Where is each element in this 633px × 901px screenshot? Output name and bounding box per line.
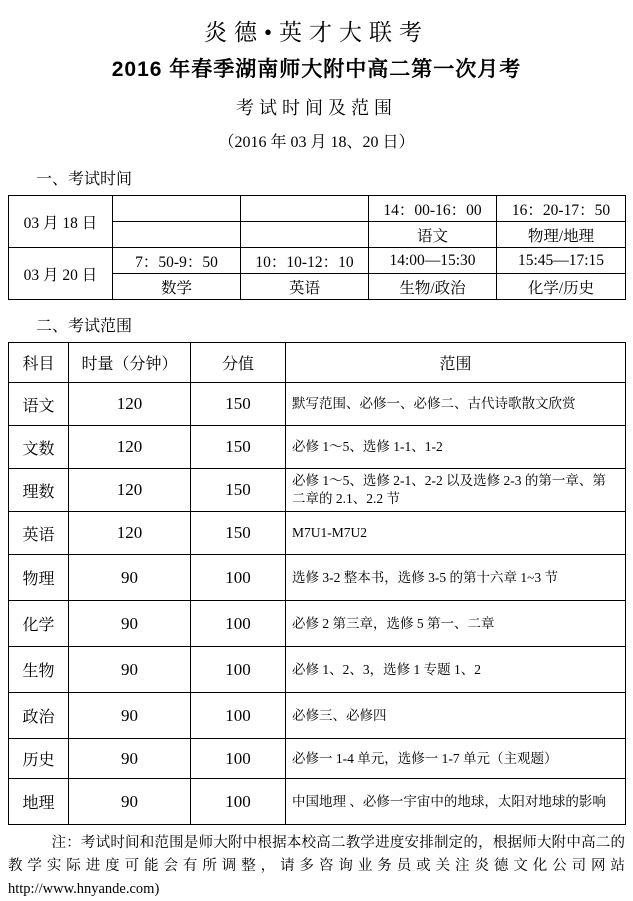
column-header-duration: 时量（分钟） [69, 343, 191, 383]
duration-cell: 120 [69, 469, 191, 512]
score-cell: 100 [191, 779, 286, 825]
table-row [9, 383, 626, 426]
table-row [9, 647, 626, 693]
duration-cell: 90 [69, 601, 191, 647]
score-cell: 100 [191, 647, 286, 693]
time-cell [241, 196, 369, 222]
subject-cell: 语文 [9, 383, 69, 426]
duration-cell: 90 [69, 693, 191, 739]
duration-cell: 90 [69, 647, 191, 693]
duration-cell: 120 [69, 383, 191, 426]
table-row [9, 601, 626, 647]
table-row [9, 248, 626, 274]
duration-cell: 90 [69, 555, 191, 601]
range-cell: 必修 1～5、选修 2-1、2-2 以及选修 2-3 的第一章、第二章的 2.1、2.2 节 [286, 469, 626, 512]
range-cell: 必修 1、2、3，选修 1 专题 1、2 [286, 647, 626, 693]
subject-cell: 地理 [9, 779, 69, 825]
subject-cell: 物理 [9, 555, 69, 601]
document-title: 炎德•英才大联考 [203, 20, 430, 45]
subject-cell: 数学 [113, 274, 241, 300]
time-cell: 10：10-12：10 [241, 248, 369, 274]
section1-heading: 一、考试时间 [36, 171, 133, 188]
range-cell: M7U1-M7U2 [286, 512, 626, 555]
score-cell: 150 [191, 383, 286, 426]
subject-cell: 化学 [9, 601, 69, 647]
table-row [9, 426, 626, 469]
range-cell: 中国地理 、必修一宇宙中的地球，太阳对地球的影响 [286, 779, 626, 825]
footnote: 注：考试时间和范围是师大附中根据本校高二教学进度安排制定的，根据师大附中高二的教学实际进度可能会有所调整，请多咨询业务员或关注炎德文化公司网站 http://www.hnyande.com) [8, 835, 625, 897]
table-row [9, 469, 626, 512]
score-cell: 150 [191, 512, 286, 555]
time-cell: 14:00—15:30 [369, 248, 497, 274]
score-cell: 100 [191, 739, 286, 779]
subject-cell: 语文 [369, 222, 497, 248]
score-cell: 150 [191, 469, 286, 512]
range-cell: 选修 3-2 整本书，选修 3-5 的第十六章 1~3 节 [286, 555, 626, 601]
range-cell: 默写范围、必修一、必修二、古代诗歌散文欣赏 [286, 383, 626, 426]
table-row [9, 779, 626, 825]
subject-cell: 生物/政治 [369, 274, 497, 300]
column-header-score: 分值 [191, 343, 286, 383]
duration-cell: 90 [69, 779, 191, 825]
document-subheading: 考试时间及范围 [236, 98, 397, 118]
table-row [9, 555, 626, 601]
duration-cell: 120 [69, 512, 191, 555]
score-cell: 150 [191, 426, 286, 469]
subject-cell: 历史 [9, 739, 69, 779]
score-cell: 100 [191, 601, 286, 647]
time-cell: 14：00-16：00 [369, 196, 497, 222]
subject-cell: 政治 [9, 693, 69, 739]
table-row [9, 512, 626, 555]
time-cell: 15:45—17:15 [497, 248, 626, 274]
column-header-range: 范围 [286, 343, 626, 383]
subject-cell: 英语 [9, 512, 69, 555]
exam-scope-table [8, 342, 626, 825]
range-cell: 必修三、必修四 [286, 693, 626, 739]
subject-cell [113, 222, 241, 248]
subject-cell [241, 222, 369, 248]
subject-cell: 物理/地理 [497, 222, 626, 248]
time-cell: 7：50-9：50 [113, 248, 241, 274]
score-cell: 100 [191, 693, 286, 739]
subject-cell: 文数 [9, 426, 69, 469]
exam-time-table [8, 195, 626, 300]
duration-cell: 90 [69, 739, 191, 779]
column-header-subject: 科目 [9, 343, 69, 383]
table-row [9, 196, 626, 222]
range-cell: 必修一 1-4 单元，选修一 1-7 单元（主观题） [286, 739, 626, 779]
subject-cell: 生物 [9, 647, 69, 693]
table-row [9, 739, 626, 779]
table-row [9, 693, 626, 739]
exam-dates: （2016 年 03 月 18、20 日） [218, 134, 415, 151]
score-cell: 100 [191, 555, 286, 601]
subject-cell: 英语 [241, 274, 369, 300]
exam-scope-tbody [9, 383, 626, 825]
date-cell: 03 月 20 日 [9, 248, 113, 300]
table-header-row [9, 343, 626, 383]
time-cell [113, 196, 241, 222]
document-header [8, 18, 625, 153]
subject-cell: 化学/历史 [497, 274, 626, 300]
document-subtitle: 2016 年春季湖南师大附中高二第一次月考 [111, 58, 522, 81]
range-cell: 必修 1～5、选修 1-1、1-2 [286, 426, 626, 469]
subject-cell: 理数 [9, 469, 69, 512]
time-cell: 16：20-17：50 [497, 196, 626, 222]
range-cell: 必修 2 第三章，选修 5 第一、二章 [286, 601, 626, 647]
date-cell: 03 月 18 日 [9, 196, 113, 248]
section2-heading: 二、考试范围 [36, 318, 133, 335]
duration-cell: 120 [69, 426, 191, 469]
